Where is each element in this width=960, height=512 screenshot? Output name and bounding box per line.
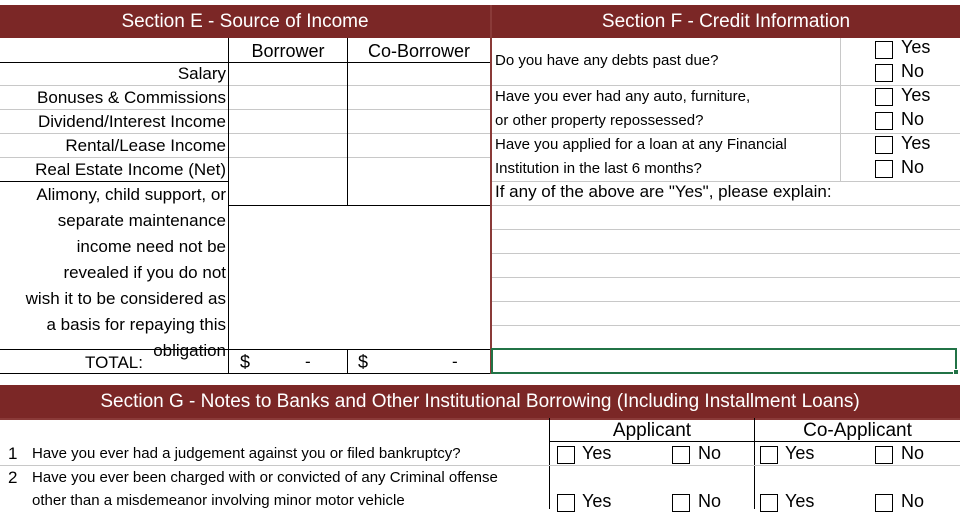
dividend-coborrower-cell[interactable]	[348, 110, 490, 133]
credit-question-applied-loan: Have you applied for a loan at any Financial	[495, 136, 787, 153]
coborrower-column-header: Co-Borrower	[367, 41, 471, 61]
rental-coborrower-cell[interactable]	[348, 134, 490, 157]
alimony-note-line: wish it to be considered as	[25, 289, 226, 308]
q1-coapplicant-yes-checkbox[interactable]	[760, 446, 778, 464]
section-divider	[490, 5, 492, 374]
question-2-number: 2	[8, 468, 18, 487]
alimony-note-line: Alimony, child support, or	[36, 185, 226, 204]
income-row-bonuses: Bonuses & Commissions	[37, 88, 226, 107]
salary-coborrower-cell[interactable]	[348, 63, 490, 85]
repossessed-yes-checkbox[interactable]	[875, 88, 893, 106]
q2-applicant-yes-checkbox[interactable]	[557, 494, 575, 512]
alimony-note	[0, 182, 227, 360]
alimony-note-line: obligation	[153, 341, 226, 360]
real-estate-coborrower-cell[interactable]	[348, 158, 490, 181]
q2-coapplicant-yes-label: Yes	[785, 491, 815, 511]
salary-borrower-cell[interactable]	[229, 63, 347, 85]
applied-loan-yes-checkbox[interactable]	[875, 136, 893, 154]
q2-applicant-yes-label: Yes	[582, 491, 612, 511]
total-coborrower-value[interactable]: -	[452, 352, 458, 371]
question-1-text: Have you ever had a judgement against you or filed bankruptcy?	[32, 445, 461, 462]
q1-applicant-no-label: No	[698, 443, 722, 463]
real-estate-borrower-cell[interactable]	[229, 158, 347, 181]
grid-line	[0, 465, 960, 466]
explain-input-area[interactable]	[493, 205, 958, 349]
section-g-header	[0, 385, 960, 418]
repossessed-no-label: No	[901, 109, 925, 129]
debts-yes-label: Yes	[901, 37, 931, 57]
fill-handle[interactable]	[953, 369, 959, 375]
grid-line	[0, 373, 490, 374]
credit-question-debts: Do you have any debts past due?	[495, 52, 719, 69]
applied-loan-yes-label: Yes	[901, 133, 931, 153]
income-row-dividend: Dividend/Interest Income	[37, 112, 226, 131]
income-row-rental: Rental/Lease Income	[65, 136, 226, 155]
credit-question-repossessed: Have you ever had any auto, furniture,	[495, 88, 751, 105]
q2-applicant-no-checkbox[interactable]	[672, 494, 690, 512]
total-borrower-value[interactable]: -	[305, 352, 311, 371]
total-coborrower-currency: $	[358, 352, 369, 372]
alimony-coborrower-cell[interactable]	[348, 182, 490, 205]
repossessed-yes-label: Yes	[901, 85, 931, 105]
total-borrower-currency: $	[240, 352, 251, 372]
q1-coapplicant-yes-label: Yes	[785, 443, 815, 463]
question-2-text: Have you ever been charged with or convicted of any Criminal offense	[32, 469, 498, 486]
explain-prompt: If any of the above are "Yes", please explain:	[495, 182, 832, 201]
income-row-salary: Salary	[177, 64, 226, 83]
alimony-note-line: income need not be	[76, 237, 226, 256]
grid-line	[228, 205, 490, 206]
debts-no-checkbox[interactable]	[875, 64, 893, 82]
section-g-title: Section G - Notes to Banks and Other Institutional Borrowing (Including Installment Loans)	[100, 390, 860, 412]
q2-coapplicant-yes-checkbox[interactable]	[760, 494, 778, 512]
q1-coapplicant-no-label: No	[901, 443, 925, 463]
grid-line	[347, 349, 348, 374]
question-1-number: 1	[8, 444, 18, 463]
debts-no-label: No	[901, 61, 925, 81]
rental-borrower-cell[interactable]	[229, 134, 347, 157]
alimony-note-line: a basis for repaying this	[46, 315, 226, 334]
bonuses-coborrower-cell[interactable]	[348, 86, 490, 109]
q1-applicant-no-checkbox[interactable]	[672, 446, 690, 464]
debts-yes-checkbox[interactable]	[875, 41, 893, 59]
q2-coapplicant-no-checkbox[interactable]	[875, 494, 893, 512]
q1-applicant-yes-label: Yes	[582, 443, 612, 463]
alimony-borrower-cell[interactable]	[229, 182, 347, 205]
selected-cell[interactable]	[491, 348, 957, 374]
applicant-column-header: Applicant	[612, 420, 692, 441]
q2-coapplicant-no-label: No	[901, 491, 925, 511]
applied-loan-no-checkbox[interactable]	[875, 160, 893, 178]
q1-applicant-yes-checkbox[interactable]	[557, 446, 575, 464]
q1-coapplicant-no-checkbox[interactable]	[875, 446, 893, 464]
section-f-header	[492, 5, 960, 38]
repossessed-no-checkbox[interactable]	[875, 112, 893, 130]
credit-question-repossessed-line2: or other property repossessed?	[495, 112, 704, 129]
applied-loan-no-label: No	[901, 157, 925, 177]
section-f-title: Section F - Credit Information	[601, 10, 851, 32]
section-e-title: Section E - Source of Income	[121, 10, 369, 32]
borrower-column-header: Borrower	[251, 41, 325, 61]
question-2-text-line2: other than a misdemeanor involving minor motor vehicle	[32, 492, 405, 509]
credit-question-applied-loan-line2: Institution in the last 6 months?	[495, 160, 702, 177]
income-row-real-estate: Real Estate Income (Net)	[35, 160, 226, 179]
grid-line	[840, 38, 841, 182]
total-label: TOTAL:	[85, 353, 143, 372]
alimony-note-line: revealed if you do not	[63, 263, 226, 282]
alimony-note-line: separate maintenance	[57, 211, 226, 230]
coapplicant-column-header: Co-Applicant	[803, 420, 912, 441]
section-e-header	[0, 5, 490, 38]
bonuses-borrower-cell[interactable]	[229, 86, 347, 109]
dividend-borrower-cell[interactable]	[229, 110, 347, 133]
q2-applicant-no-label: No	[698, 491, 722, 511]
